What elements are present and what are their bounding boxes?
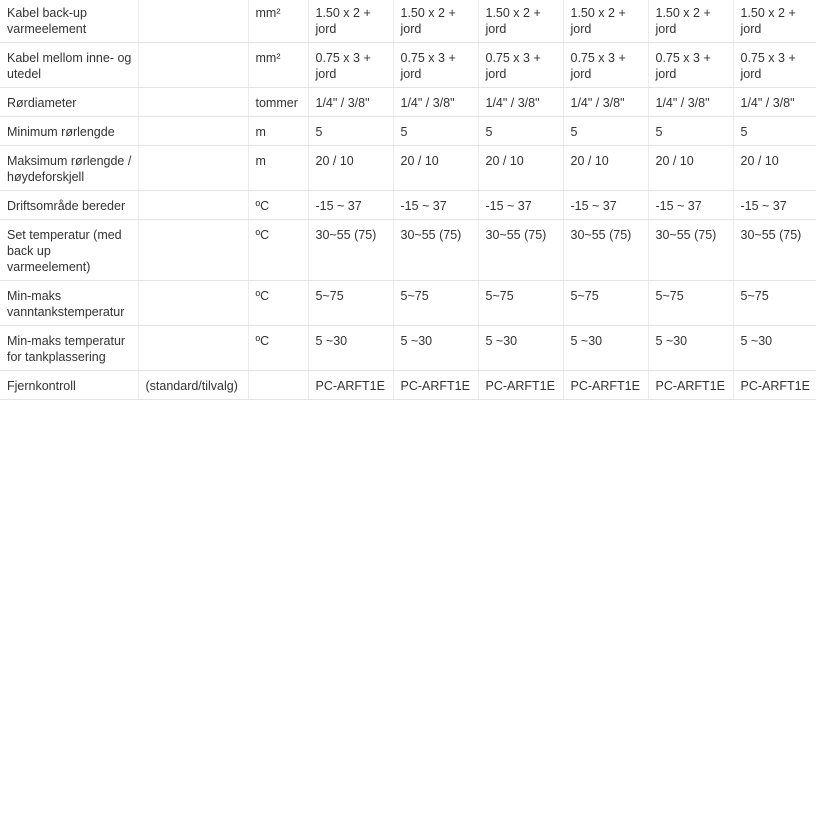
row-value: PC-ARFT1E [393,371,478,400]
row-unit: ºC [248,326,308,371]
row-value: 0.75 x 3 + jord [393,43,478,88]
row-value: 0.75 x 3 + jord [308,43,393,88]
row-value: 5 ~30 [478,326,563,371]
row-note [138,281,248,326]
row-value: 1/4" / 3/8" [393,88,478,117]
row-value: 1.50 x 2 + jord [393,0,478,43]
spec-table-body [0,0,816,400]
row-value: 1.50 x 2 + jord [563,0,648,43]
row-value: 5~75 [478,281,563,326]
row-value: 5~75 [393,281,478,326]
table-row [0,117,816,146]
row-value: 0.75 x 3 + jord [563,43,648,88]
row-value: -15 ~ 37 [563,191,648,220]
row-label: Rørdiameter [0,88,138,117]
row-value: PC-ARFT1E [563,371,648,400]
row-label: Min-maks vanntankstemperatur [0,281,138,326]
row-value: 30~55 (75) [478,220,563,281]
row-value: 1.50 x 2 + jord [648,0,733,43]
row-value: PC-ARFT1E [733,371,816,400]
row-unit: ºC [248,191,308,220]
row-label: Set temperatur (med back up varmeelement) [0,220,138,281]
table-row [0,88,816,117]
row-value: 20 / 10 [563,146,648,191]
row-value: 5 [308,117,393,146]
row-note [138,88,248,117]
row-label: Maksimum rørlengde / høydeforskjell [0,146,138,191]
table-row [0,146,816,191]
table-row [0,43,816,88]
row-value: 1.50 x 2 + jord [478,0,563,43]
row-unit [248,371,308,400]
row-value: PC-ARFT1E [648,371,733,400]
row-note [138,43,248,88]
row-value: 1/4" / 3/8" [478,88,563,117]
table-row [0,281,816,326]
row-unit: mm² [248,43,308,88]
row-value: 30~55 (75) [393,220,478,281]
row-unit: m [248,146,308,191]
row-value: 5 ~30 [563,326,648,371]
row-value: PC-ARFT1E [308,371,393,400]
row-label: Min-maks temperatur for tankplassering [0,326,138,371]
table-row [0,220,816,281]
row-unit: m [248,117,308,146]
row-value: -15 ~ 37 [733,191,816,220]
row-value: 5 [478,117,563,146]
row-value: 5 ~30 [648,326,733,371]
row-value: 1/4" / 3/8" [648,88,733,117]
row-value: PC-ARFT1E [478,371,563,400]
row-value: 1/4" / 3/8" [308,88,393,117]
row-value: 0.75 x 3 + jord [733,43,816,88]
row-value: 5~75 [308,281,393,326]
row-value: 5~75 [563,281,648,326]
row-value: 20 / 10 [733,146,816,191]
row-value: 20 / 10 [308,146,393,191]
row-note [138,146,248,191]
row-label: Driftsområde bereder [0,191,138,220]
row-value: 0.75 x 3 + jord [648,43,733,88]
row-note [138,0,248,43]
table-row [0,0,816,43]
row-value: 5 [563,117,648,146]
row-value: -15 ~ 37 [648,191,733,220]
row-value: 30~55 (75) [308,220,393,281]
row-unit: mm² [248,0,308,43]
row-value: 20 / 10 [648,146,733,191]
row-value: 30~55 (75) [733,220,816,281]
row-value: 20 / 10 [393,146,478,191]
row-value: -15 ~ 37 [478,191,563,220]
row-unit: tommer [248,88,308,117]
row-value: -15 ~ 37 [393,191,478,220]
row-value: 5 [393,117,478,146]
row-note: (standard/tilvalg) [138,371,248,400]
row-value: 30~55 (75) [563,220,648,281]
row-value: 5 [648,117,733,146]
spec-table [0,0,816,400]
table-row [0,371,816,400]
row-value: -15 ~ 37 [308,191,393,220]
row-note [138,326,248,371]
row-note [138,220,248,281]
row-value: 5 ~30 [308,326,393,371]
row-label: Minimum rørlengde [0,117,138,146]
row-label: Fjernkontroll [0,371,138,400]
row-value: 5 [733,117,816,146]
row-value: 5~75 [733,281,816,326]
row-unit: ºC [248,281,308,326]
row-note [138,191,248,220]
row-value: 1/4" / 3/8" [733,88,816,117]
row-value: 0.75 x 3 + jord [478,43,563,88]
row-unit: ºC [248,220,308,281]
row-value: 1.50 x 2 + jord [308,0,393,43]
row-value: 5 ~30 [393,326,478,371]
row-value: 5 ~30 [733,326,816,371]
row-value: 1/4" / 3/8" [563,88,648,117]
row-label: Kabel mellom inne- og utedel [0,43,138,88]
row-label: Kabel back-up varmeelement [0,0,138,43]
row-value: 30~55 (75) [648,220,733,281]
table-row [0,191,816,220]
row-value: 1.50 x 2 + jord [733,0,816,43]
table-row [0,326,816,371]
row-value: 20 / 10 [478,146,563,191]
row-value: 5~75 [648,281,733,326]
row-note [138,117,248,146]
